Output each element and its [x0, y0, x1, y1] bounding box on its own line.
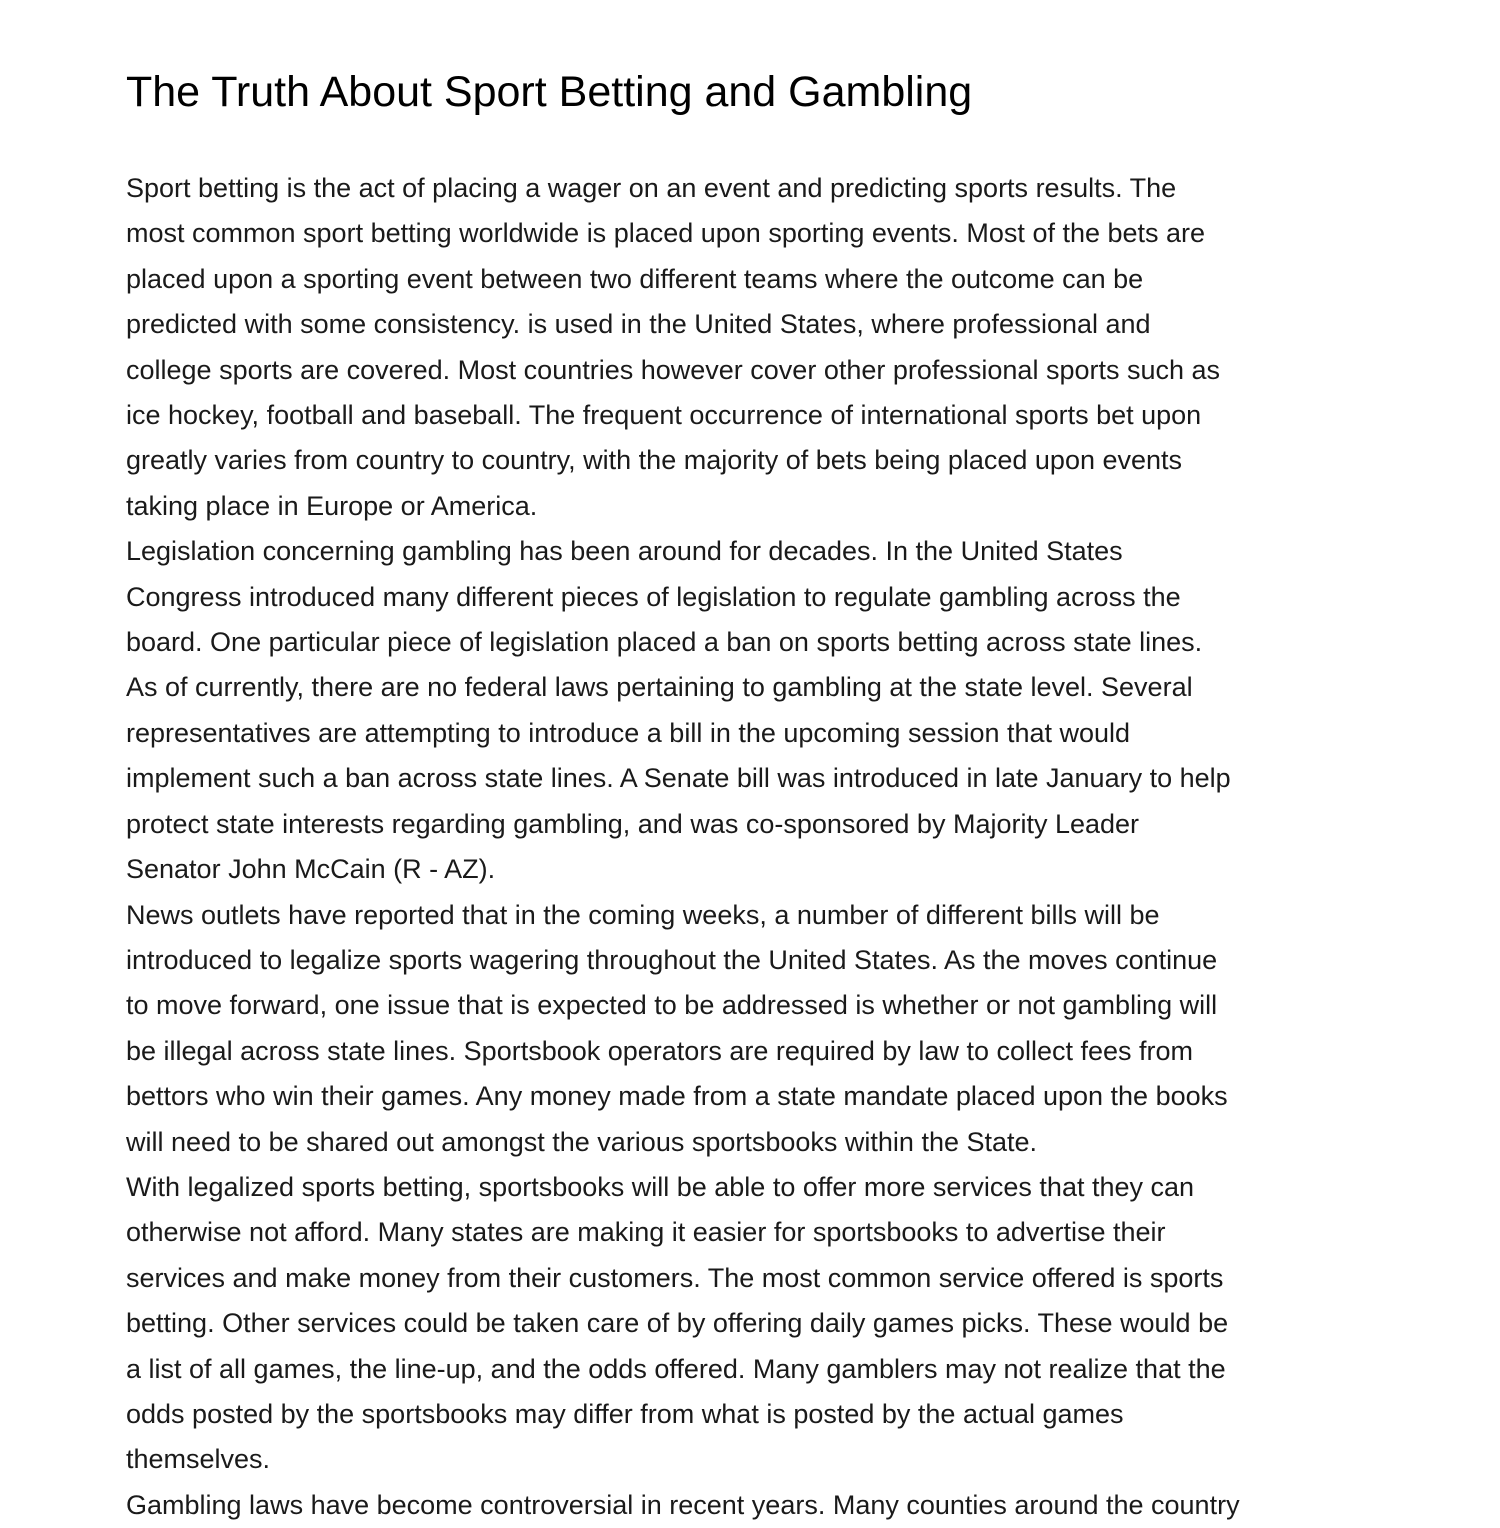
paragraph: Sport betting is the act of placing a wager on an event and predicting sports results. The most common sport betting worldwide is placed upon sporting events. Most of the bets are placed upon a sporting event between two different teams where the outcome can be predicted with some consistency. is used in the United States, where professional and college sports are covered. Most countries however cover other professional sports such as ice hockey, football and baseball. The frequent occurrence of international sports bet upon greatly varies from country to country, with the majority of bets being placed upon events taking place in Europe or America.: [126, 173, 1221, 521]
paragraph: With legalized sports betting, sportsbooks will be able to offer more services that they can otherwise not afford. Many states are making it easier for sportsbooks to advertise their services and make money from their customers. The most common service offered is sports betting. Other services could be taken care of by offering daily games picks. These would be a list of all games, the line-up, and the odds offered. Many gamblers may not realize that the odds posted by the sportsbooks may differ from what is posted by the actual games themselves.: [126, 1171, 1229, 1475]
paragraph: Gambling laws have become controversial in recent years. Many counties around the country: [126, 1489, 1240, 1520]
paragraph: News outlets have reported that in the coming weeks, a number of different bills will be introduced to legalize sports wagering throughout the United States. As the moves continue to move forward, one issue that is expected to be addressed is whether or not gambling will be illegal across state lines. Sportsbook operators are required by law to collect fees from bettors who win their games. Any money made from a state mandate placed upon the books will need to be shared out amongst the various sportsbooks within the State.: [126, 899, 1228, 1157]
paragraph: Legislation concerning gambling has been around for decades. In the United States Congress introduced many different pieces of legislation to regulate gambling across the board. One particular piece of legislation placed a ban on sports betting across state lines. As of currently, there are no federal laws pertaining to gambling at the state level. Several representatives are attempting to introduce a bill in the upcoming session that would implement such a ban across state lines. A Senate bill was introduced in late January to help protect state interests regarding gambling, and was co-sponsored by Majority Leader Senator John McCain (R - AZ).: [126, 536, 1231, 885]
document-body: [126, 166, 1376, 1528]
document-title: The Truth About Sport Betting and Gambling: [126, 68, 973, 116]
